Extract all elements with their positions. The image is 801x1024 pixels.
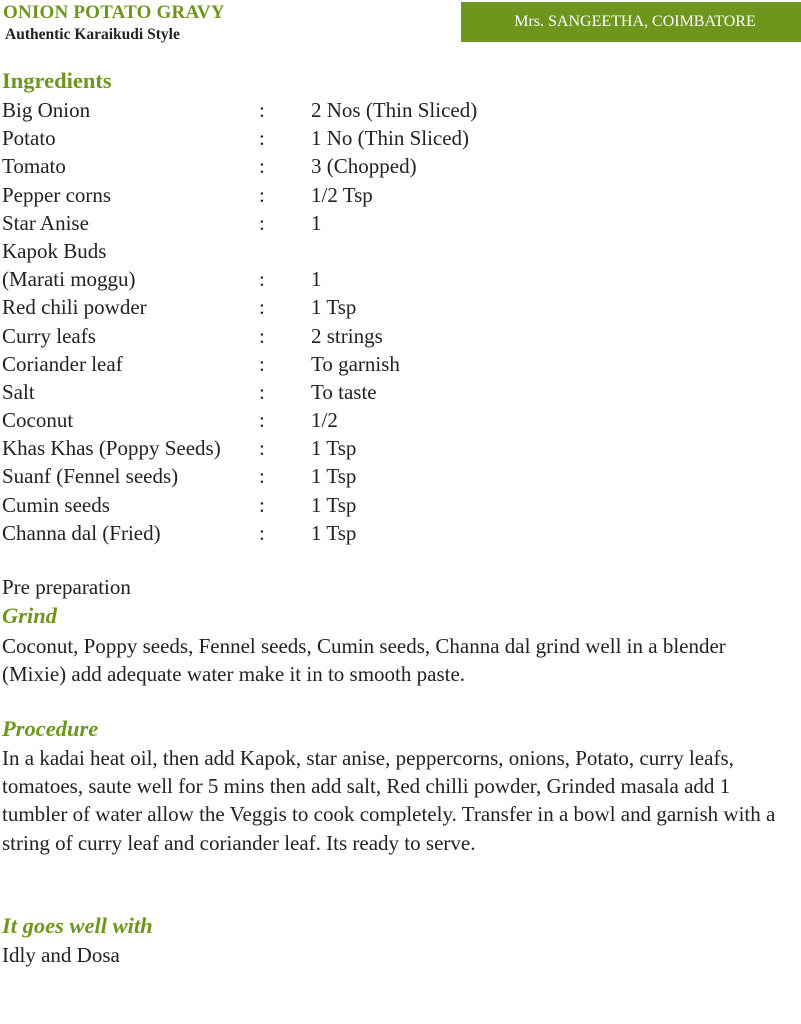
ingredient-name: Khas Khas (Poppy Seeds) — [2, 436, 221, 461]
recipe-subtitle: Authentic Karaikudi Style — [5, 26, 180, 43]
ingredient-name: Curry leafs — [2, 323, 96, 348]
ingredient-name: Coconut — [2, 408, 74, 433]
ingredient-row — [2, 519, 562, 547]
ingredient-row — [2, 152, 562, 180]
ingredient-name: Suanf (Fennel seeds) — [2, 464, 179, 489]
ingredient-row — [2, 322, 562, 350]
ingredients-heading: Ingredients — [2, 68, 112, 93]
ingredient-separator: : — [259, 182, 265, 207]
ingredient-row — [2, 96, 562, 124]
ingredient-name: Red chili powder — [2, 295, 147, 320]
ingredient-name: Kapok Buds — [2, 238, 107, 263]
ingredient-separator: : — [259, 351, 265, 376]
ingredient-row — [2, 124, 562, 152]
ingredient-quantity: 1 No (Thin Sliced) — [311, 126, 470, 151]
ingredient-separator: : — [259, 323, 265, 348]
procedure-heading: Procedure — [2, 716, 99, 741]
pre-preparation-label: Pre preparation — [2, 575, 131, 599]
ingredient-separator: : — [259, 126, 265, 151]
ingredient-name: (Marati moggu) — [2, 267, 136, 292]
ingredient-quantity: 1/2 — [311, 408, 338, 433]
ingredient-row — [2, 350, 562, 378]
ingredient-name: Salt — [2, 379, 35, 404]
ingredient-quantity: 1 Tsp — [311, 436, 357, 461]
ingredient-separator: : — [259, 408, 265, 433]
recipe-title: ONION POTATO GRAVY — [3, 2, 225, 23]
ingredient-quantity: 1 Tsp — [311, 520, 357, 545]
ingredient-separator: : — [259, 436, 265, 461]
ingredient-name: Tomato — [2, 154, 66, 179]
ingredient-row — [2, 181, 562, 209]
grind-text: Coconut, Poppy seeds, Fennel seeds, Cumin seeds, Channa dal grind well in a blender (Mixie) add adequate water make it in to smooth paste. — [2, 634, 726, 687]
ingredient-separator: : — [259, 492, 265, 517]
ingredient-name: Star Anise — [2, 210, 89, 235]
ingredient-quantity: 1 — [311, 210, 322, 235]
ingredient-quantity: 1/2 Tsp — [311, 182, 373, 207]
ingredient-row — [2, 434, 562, 462]
ingredient-quantity: 1 Tsp — [311, 492, 357, 517]
ingredient-separator: : — [259, 154, 265, 179]
serving-heading: It goes well with — [2, 913, 153, 938]
ingredient-separator: : — [259, 295, 265, 320]
ingredient-quantity: 2 Nos (Thin Sliced) — [311, 98, 478, 122]
ingredient-quantity: To garnish — [311, 351, 400, 376]
ingredient-separator: : — [259, 267, 265, 292]
ingredient-quantity: 2 strings — [311, 323, 383, 348]
ingredient-name: Channa dal (Fried) — [2, 520, 161, 545]
ingredient-separator: : — [259, 210, 265, 235]
ingredient-separator: : — [259, 464, 265, 489]
ingredient-row — [2, 491, 562, 519]
ingredient-row — [2, 293, 562, 321]
ingredient-quantity: 1 — [311, 267, 322, 292]
serving-text: Idly and Dosa — [2, 943, 120, 967]
ingredient-row — [2, 462, 562, 490]
ingredient-name: Big Onion — [2, 98, 91, 122]
ingredient-row — [2, 378, 562, 406]
ingredients-list — [2, 96, 562, 547]
ingredient-name: Cumin seeds — [2, 492, 110, 517]
ingredient-quantity: 1 Tsp — [311, 295, 357, 320]
ingredient-name: Coriander leaf — [2, 351, 123, 376]
author-badge: Mrs. SANGEETHA, COIMBATORE — [461, 2, 801, 42]
ingredient-quantity: 3 (Chopped) — [311, 154, 417, 179]
ingredient-separator: : — [259, 379, 265, 404]
ingredient-quantity: To taste — [311, 379, 377, 404]
ingredient-row — [2, 406, 562, 434]
ingredient-separator: : — [259, 98, 265, 122]
ingredient-quantity: 1 Tsp — [311, 464, 357, 489]
ingredient-name: Pepper corns — [2, 182, 112, 207]
grind-heading: Grind — [2, 603, 58, 628]
ingredient-row — [2, 209, 562, 237]
ingredient-separator: : — [259, 520, 265, 545]
ingredient-row — [2, 265, 562, 293]
procedure-text: In a kadai heat oil, then add Kapok, star anise, peppercorns, onions, Potato, curry leafs, tomatoes, saute well for 5 mins then add salt, Red chilli powder, Grinded masala add 1 tumbler of water allow the Veggis to cook completely. Transfer in a bowl and garnish with a string of curry leaf and coriander leaf. Its ready to serve. — [2, 746, 776, 855]
ingredient-row — [2, 237, 562, 265]
ingredient-name: Potato — [2, 126, 56, 151]
